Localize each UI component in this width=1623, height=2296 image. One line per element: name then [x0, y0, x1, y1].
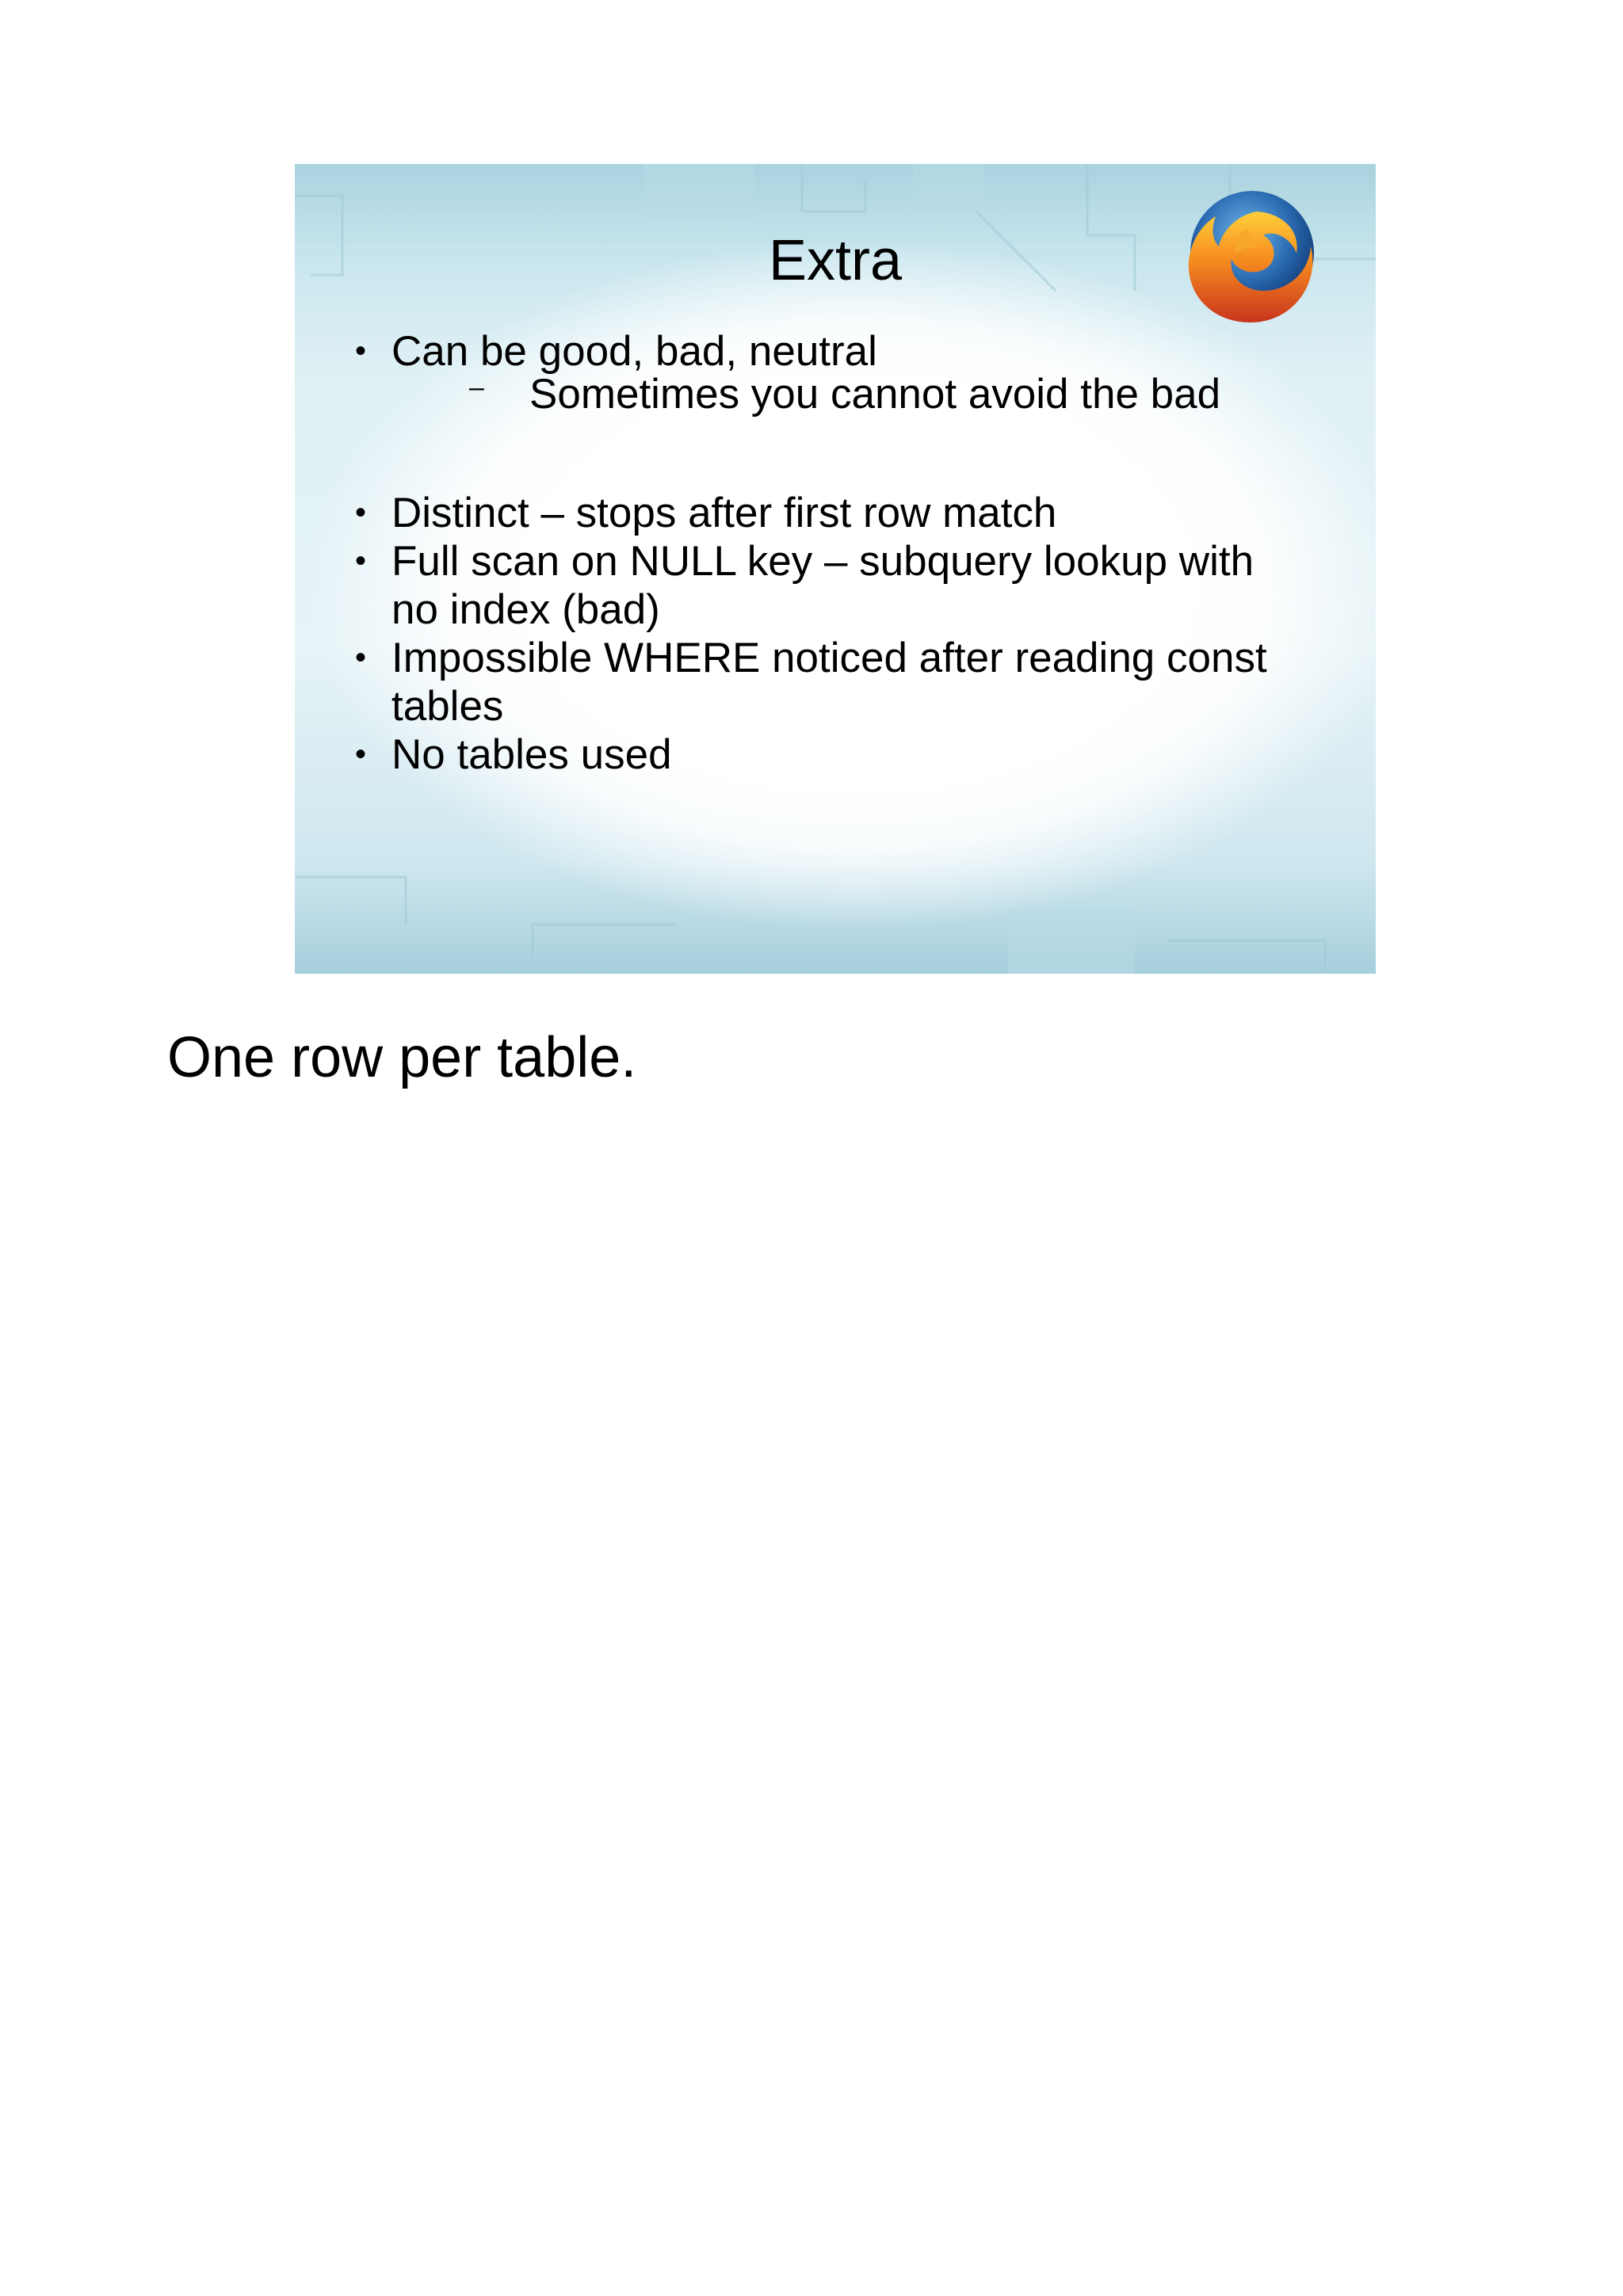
bullet-item — [355, 634, 1306, 730]
sub-bullet-item — [469, 370, 1220, 418]
bullet-text: Impossible WHERE noticed after reading const tables — [391, 635, 1267, 730]
bullet-item — [355, 327, 1338, 376]
bullet-marker: • — [355, 640, 367, 675]
slide — [295, 164, 1376, 974]
bullet-marker: • — [355, 543, 367, 578]
bullet-marker: • — [355, 495, 367, 530]
bullet-text: Can be good, bad, neutral — [391, 328, 877, 375]
bullet-item — [355, 537, 1306, 634]
bullet-marker: • — [355, 334, 367, 368]
bullet-item — [355, 489, 1338, 537]
speaker-note: One row per table. — [167, 1026, 637, 1089]
sub-bullet-marker: – — [469, 372, 484, 402]
bullet-marker: • — [355, 737, 367, 772]
sub-bullet-text: Sometimes you cannot avoid the bad — [529, 371, 1221, 418]
bullet-item — [355, 730, 1338, 779]
slide-title: Extra — [768, 229, 903, 292]
bullet-text: No tables used — [391, 731, 672, 778]
bullet-text: Full scan on NULL key – subquery lookup with no index (bad) — [391, 538, 1254, 633]
bullet-text: Distinct – stops after first row match — [391, 490, 1057, 536]
